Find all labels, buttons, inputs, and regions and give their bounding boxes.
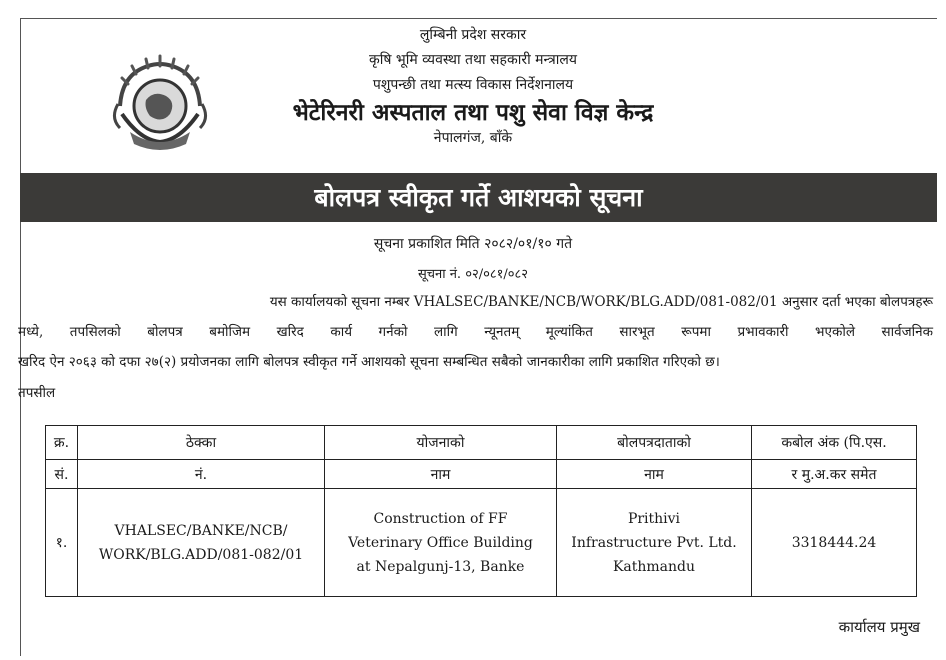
header-project: योजनाको [325,426,557,460]
details-label: तपसील [18,385,56,401]
contract-line: VHALSEC/BANKE/NCB/ [114,522,288,539]
bid-table [45,425,917,597]
header-bidder-sub: नाम [557,460,752,489]
header-amount: कबोल अंक (पि.एस. [752,426,917,460]
cell-bidder [557,489,752,597]
bidder-line: Prithivi [627,510,681,527]
notice-title-banner: बोलपत्र स्वीकृत गर्ते आशयको सूचना [20,173,937,222]
ministry-line: कृषि भूमि व्यवस्था तथा सहकारी मन्त्रालय [368,52,578,68]
header-serial-sub: सं. [46,460,78,489]
header-contract-sub: नं. [78,460,325,489]
project-line: Construction of FF [373,510,508,527]
header-project-sub: नाम [325,460,557,489]
header-amount-sub: र मु.अ.कर समेत [752,460,917,489]
notice-number: सूचना नं. ०२/०८१/०८२ [417,267,529,282]
body-line-1: यस कार्यालयको सूचना नम्बर VHALSEC/BANKE/NCB/WORK/BLG.ADD/081-082/01 अनुसार दर्ता भएका बोलपत्रहरू [269,294,933,310]
office-chief-signature: कार्यालय प्रमुख [838,618,920,636]
table-header-row-top [46,426,917,460]
body-line-2: मध्ये, तपसिलको बोलपत्र बमोजिम खरिद कार्य गर्नको लागि न्यूनतम् मूल्यांकित सारभूत रूपमा प्रभावकारी भएकोले सार्वजनिक [18,324,933,340]
cell-amount: 3318444.24 [752,489,917,597]
office-name: भेटेरिनरी अस्पताल तथा पशु सेवा विज्ञ केन्द्र [292,99,654,126]
office-address: नेपालगंज, बाँके [433,130,513,146]
bidder-line: Kathmandu [612,558,696,575]
publish-date: सूचना प्रकाशित मिति २०८२/०१/१० गते [373,236,573,252]
table-header-row-bottom [46,460,917,489]
header-contract: ठेक्का [78,426,325,460]
body-line-3: खरिद ऐन २०६३ को दफा २७(२) प्रयोजनका लागि बोलपत्र स्वीकृत गर्ने आशयको सूचना सम्बन्धित सबैको जानकारीका लागि प्रकाशित गरिएको छ। [18,354,720,370]
cell-project [325,489,557,597]
province-government-line: लुम्बिनी प्रदेश सरकार [419,27,527,43]
header-bidder: बोलपत्रदाताको [557,426,752,460]
header-serial: क्र. [46,426,78,460]
directorate-line: पशुपन्छी तथा मत्स्य विकास निर्देशनालय [372,77,574,93]
table-row [46,489,917,597]
cell-serial: १. [46,489,78,597]
contract-line: WORK/BLG.ADD/081-082/01 [98,546,304,563]
project-line: Veterinary Office Building [348,534,533,551]
bidder-line: Infrastructure Pvt. Ltd. [571,534,737,551]
project-line: at Nepalgunj-13, Banke [356,558,525,575]
cell-contract [78,489,325,597]
